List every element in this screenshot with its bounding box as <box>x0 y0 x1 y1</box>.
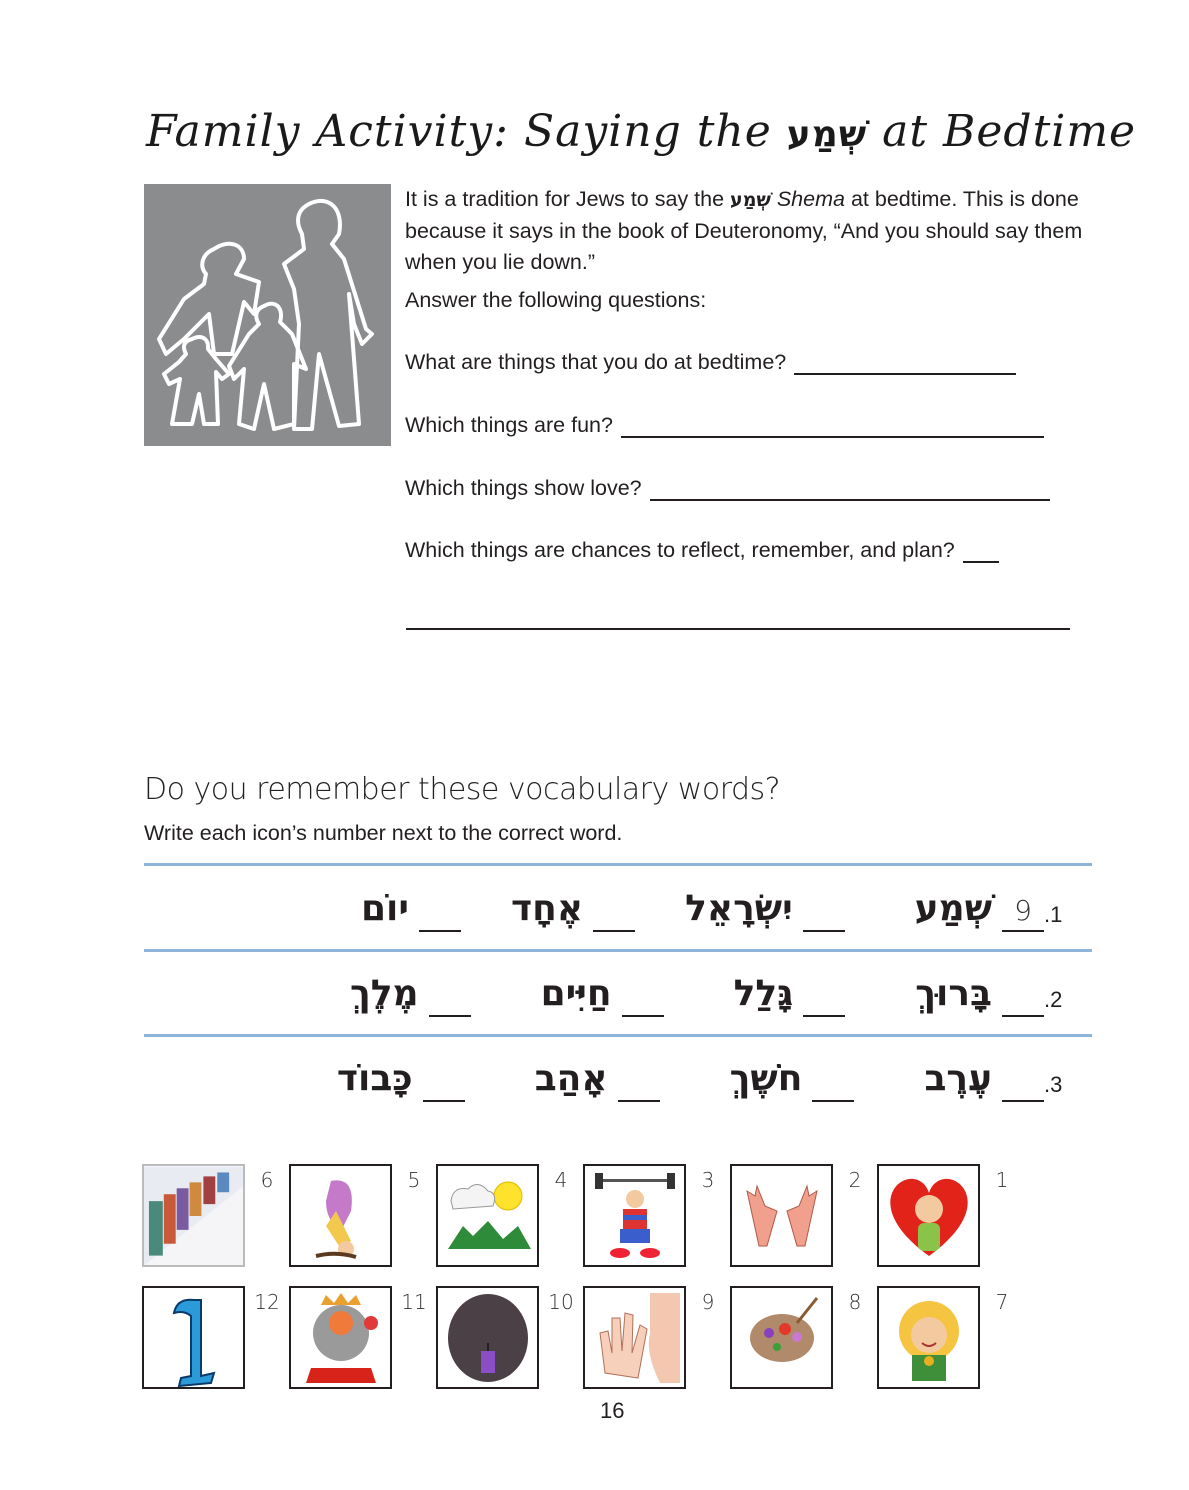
hebrew-word: חַיִּים <box>540 973 612 1014</box>
answer-line[interactable] <box>621 418 1044 438</box>
question-4 <box>405 538 999 563</box>
icon-number: 11 <box>401 1290 427 1314</box>
page-number: 16 <box>600 1398 625 1423</box>
icon-number: 5 <box>407 1168 421 1192</box>
candle-darkness-icon <box>436 1286 539 1389</box>
hebrew-word: אָהַב <box>534 1058 608 1099</box>
child-in-heart-icon <box>877 1164 980 1267</box>
row-number: .1 <box>1044 902 1063 927</box>
answer-blank[interactable] <box>419 896 461 932</box>
icon-card <box>142 1164 289 1267</box>
row-number: .3 <box>1044 1072 1063 1097</box>
answer-blank[interactable]: 9 <box>1002 896 1044 932</box>
question-label: Which things are chances to reflect, remember, and plan? <box>405 538 955 562</box>
paint-palette-icon <box>730 1286 833 1389</box>
icon-number: 4 <box>554 1168 568 1192</box>
answer-blank[interactable] <box>429 981 471 1017</box>
hebrew-word: כָּבוֹד <box>336 1058 413 1099</box>
ear-listening-icon <box>583 1286 686 1389</box>
page-title <box>146 106 1136 157</box>
title-prefix: Family Activity: Saying the <box>146 106 772 157</box>
vocab-item <box>924 1056 1044 1102</box>
vocab-item <box>685 886 845 932</box>
vocab-item <box>535 1056 660 1102</box>
child-somersault-icon <box>289 1164 392 1267</box>
hebrew-word: שְׁמַע <box>914 888 992 929</box>
question-2 <box>405 413 1044 438</box>
answer-line[interactable] <box>650 481 1050 501</box>
icon-card <box>436 1164 583 1267</box>
hebrew-word: מֶלֶךְ <box>349 973 419 1014</box>
icon-number: 7 <box>995 1290 1009 1314</box>
title-hebrew: שְׁמַע <box>786 114 868 155</box>
vocab-item <box>361 886 461 932</box>
divider <box>144 1034 1092 1037</box>
answer-blank[interactable] <box>803 896 845 932</box>
vocab-item <box>915 886 1044 932</box>
icon-card <box>877 1164 1024 1267</box>
answer-blank[interactable] <box>812 1066 854 1102</box>
vocab-item <box>730 1056 855 1102</box>
intro-hebrew: שְׁמַע <box>730 189 771 211</box>
intro-italic: Shema <box>776 187 845 211</box>
icon-card <box>436 1286 583 1389</box>
icon-card <box>142 1286 289 1389</box>
divider <box>144 863 1092 866</box>
vocab-heading: Do you remember these vocabulary words? <box>144 772 781 807</box>
answer-blank[interactable] <box>423 1066 465 1102</box>
vocab-item <box>511 886 635 932</box>
answer-line-continuation[interactable] <box>406 628 1070 630</box>
icon-card <box>730 1164 877 1267</box>
hebrew-word: יִשְׂרָאֵל <box>685 888 793 929</box>
answer-line[interactable] <box>963 543 999 563</box>
icon-card <box>289 1286 436 1389</box>
answer-blank[interactable] <box>593 896 635 932</box>
smiling-child-gift-icon <box>877 1286 980 1389</box>
icon-card <box>877 1286 1024 1389</box>
vocab-row-3 <box>144 1042 1084 1102</box>
answer-line[interactable] <box>794 355 1016 375</box>
icon-number: 9 <box>701 1290 715 1314</box>
intro-text-2: at bedtime. This is done because it says in the book of Deuteronomy, “And you should say them when you lie down.” <box>405 187 1083 274</box>
hands-blessing-icon <box>730 1164 833 1267</box>
icon-grid-row-1 <box>184 1164 1024 1267</box>
answer-blank[interactable] <box>1002 981 1044 1017</box>
icon-card <box>289 1164 436 1267</box>
hebrew-word: אֶחָד <box>511 888 584 929</box>
question-label: What are things that you do at bedtime? <box>405 350 787 374</box>
icon-card <box>583 1286 730 1389</box>
hebrew-word: גָּלַל <box>733 973 794 1014</box>
intro-text-1: It is a tradition for Jews to say the <box>405 187 725 211</box>
icon-card <box>730 1286 877 1389</box>
number-one-icon <box>142 1286 245 1389</box>
icon-card <box>583 1164 730 1267</box>
answer-blank[interactable] <box>803 981 845 1017</box>
sun-clouds-nature-icon <box>436 1164 539 1267</box>
icon-number: 6 <box>260 1168 274 1192</box>
intro-paragraph <box>405 184 1095 278</box>
answer-blank[interactable] <box>1002 1066 1044 1102</box>
vocab-item <box>337 1056 465 1102</box>
question-3 <box>405 476 1050 501</box>
vocab-row-1 <box>144 872 1084 932</box>
icon-number: 10 <box>548 1290 574 1314</box>
answer-blank[interactable] <box>622 981 664 1017</box>
icon-number: 1 <box>995 1168 1009 1192</box>
icon-number: 12 <box>254 1290 280 1314</box>
vocab-item <box>350 971 471 1017</box>
vocab-row-2 <box>144 957 1084 1017</box>
row-number: .2 <box>1044 987 1063 1012</box>
icon-number: 8 <box>848 1290 862 1314</box>
hebrew-word: עֶרֶב <box>924 1058 992 1099</box>
answer-blank[interactable] <box>618 1066 660 1102</box>
hebrew-word: יוֹם <box>360 888 409 929</box>
crowd-walking-desert-icon <box>142 1164 245 1267</box>
icon-number: 2 <box>848 1168 862 1192</box>
vocab-item <box>541 971 664 1017</box>
vocab-instruction: Write each icon’s number next to the correct word. <box>144 821 623 845</box>
question-label: Which things show love? <box>405 476 642 500</box>
vocab-item <box>915 971 1044 1017</box>
weightlifter-icon <box>583 1164 686 1267</box>
icon-grid-row-2 <box>184 1286 1024 1389</box>
hebrew-word: בָּרוּךְ <box>915 973 992 1014</box>
family-outline-icon <box>144 184 391 446</box>
family-illustration <box>144 184 391 446</box>
question-label: Which things are fun? <box>405 413 613 437</box>
question-1 <box>405 350 1016 375</box>
title-suffix: at Bedtime <box>882 106 1137 157</box>
king-crown-icon <box>289 1286 392 1389</box>
hebrew-word: חֹשֶׁךְ <box>729 1058 803 1099</box>
icon-number: 3 <box>701 1168 715 1192</box>
vocab-item <box>734 971 846 1017</box>
divider <box>144 949 1092 952</box>
answer-prompt: Answer the following questions: <box>405 288 707 312</box>
